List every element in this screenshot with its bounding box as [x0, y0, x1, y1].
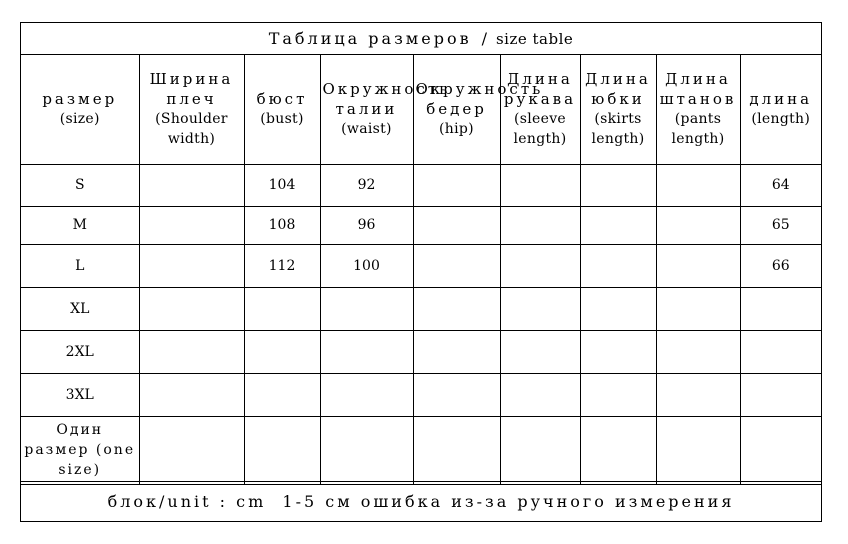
table-cell — [580, 330, 656, 373]
table-cell — [580, 206, 656, 244]
title-en: size table — [495, 29, 574, 48]
size-label-cell: L — [21, 244, 139, 287]
table-cell — [139, 244, 244, 287]
header-label-en: (length) — [751, 111, 811, 128]
table-cell: 92 — [320, 164, 413, 206]
table-cell: 104 — [244, 164, 320, 206]
table-row — [21, 164, 821, 206]
size-table — [21, 55, 821, 485]
table-cell — [580, 244, 656, 287]
table-cell — [500, 164, 580, 206]
size-label-cell: S — [21, 164, 139, 206]
title-separator: / — [481, 29, 490, 48]
table-cell — [413, 330, 500, 373]
table-cell — [413, 164, 500, 206]
table-cell — [500, 244, 580, 287]
table-cell — [656, 287, 740, 330]
header-label-ru: Длина юбки — [585, 70, 651, 109]
table-cell — [740, 287, 821, 330]
table-cell — [656, 206, 740, 244]
title-ru: Таблица размеров — [268, 29, 472, 48]
table-cell — [656, 244, 740, 287]
table-cell — [580, 164, 656, 206]
header-label-ru: Длина рукава — [503, 70, 577, 109]
table-cell: 100 — [320, 244, 413, 287]
table-row — [21, 244, 821, 287]
table-footer — [21, 481, 821, 521]
table-cell — [139, 416, 244, 484]
table-cell: 64 — [740, 164, 821, 206]
table-cell — [320, 330, 413, 373]
table-cell — [139, 287, 244, 330]
table-cell — [413, 244, 500, 287]
table-cell — [580, 416, 656, 484]
column-header — [580, 55, 656, 164]
column-header — [740, 55, 821, 164]
table-cell — [500, 206, 580, 244]
table-cell — [320, 373, 413, 416]
table-cell — [413, 206, 500, 244]
header-label-en: (sleeve length) — [513, 111, 567, 148]
table-cell — [580, 373, 656, 416]
table-cell — [740, 416, 821, 484]
header-row — [21, 55, 821, 164]
header-label-en: (bust) — [260, 111, 304, 128]
column-header — [320, 55, 451, 164]
table-cell — [244, 287, 320, 330]
table-cell — [580, 287, 656, 330]
table-cell — [244, 373, 320, 416]
table-cell — [656, 416, 740, 484]
column-header — [656, 55, 740, 164]
table-cell — [740, 330, 821, 373]
unit-label: блок/unit : cm — [107, 492, 267, 511]
header-label-ru: Окружность бедер — [415, 80, 544, 119]
table-cell — [413, 373, 500, 416]
table-cell — [500, 373, 580, 416]
header-label-en: (hip) — [439, 121, 474, 138]
table-cell — [500, 330, 580, 373]
table-row — [21, 416, 821, 484]
table-cell — [656, 373, 740, 416]
size-label-cell: 2XL — [21, 330, 139, 373]
column-header — [21, 55, 139, 164]
column-header — [244, 55, 320, 164]
table-cell: 65 — [740, 206, 821, 244]
header-label-en: (Shoulder width) — [155, 111, 228, 148]
table-row — [21, 373, 821, 416]
size-table-frame — [20, 22, 822, 522]
table-row — [21, 287, 821, 330]
table-row — [21, 206, 821, 244]
header-label-ru: Длина штанов — [659, 70, 737, 109]
header-label-ru: длина — [749, 90, 813, 109]
table-cell — [139, 164, 244, 206]
table-cell: 66 — [740, 244, 821, 287]
header-label-en: (pants length) — [671, 111, 725, 148]
column-header — [500, 55, 580, 164]
header-label-ru: размер — [42, 90, 118, 109]
table-cell — [656, 330, 740, 373]
header-label-ru: Ширина плеч — [149, 70, 234, 109]
table-cell: 108 — [244, 206, 320, 244]
table-cell — [413, 416, 500, 484]
table-cell — [413, 287, 500, 330]
header-label-ru: Окружность талии — [322, 80, 451, 119]
size-label-cell: Один размер (one size) — [21, 416, 139, 484]
table-cell — [139, 330, 244, 373]
size-label-cell: XL — [21, 287, 139, 330]
header-label-ru: бюст — [256, 90, 308, 109]
table-cell — [656, 164, 740, 206]
table-cell — [244, 416, 320, 484]
header-label-en: (skirts length) — [591, 111, 645, 148]
table-cell — [320, 416, 413, 484]
error-note: 1-5 см ошибка из-за ручного измерения — [282, 492, 735, 511]
table-cell — [500, 416, 580, 484]
header-label-en: (waist) — [341, 121, 392, 138]
table-title — [21, 23, 821, 55]
header-label-en: (size) — [59, 111, 100, 128]
table-cell — [740, 373, 821, 416]
table-cell — [320, 287, 413, 330]
table-cell — [139, 206, 244, 244]
table-row — [21, 330, 821, 373]
table-cell — [244, 330, 320, 373]
table-cell: 96 — [320, 206, 413, 244]
size-label-cell: 3XL — [21, 373, 139, 416]
table-cell — [139, 373, 244, 416]
size-label-cell: M — [21, 206, 139, 244]
table-cell — [500, 287, 580, 330]
table-cell: 112 — [244, 244, 320, 287]
column-header — [139, 55, 244, 164]
